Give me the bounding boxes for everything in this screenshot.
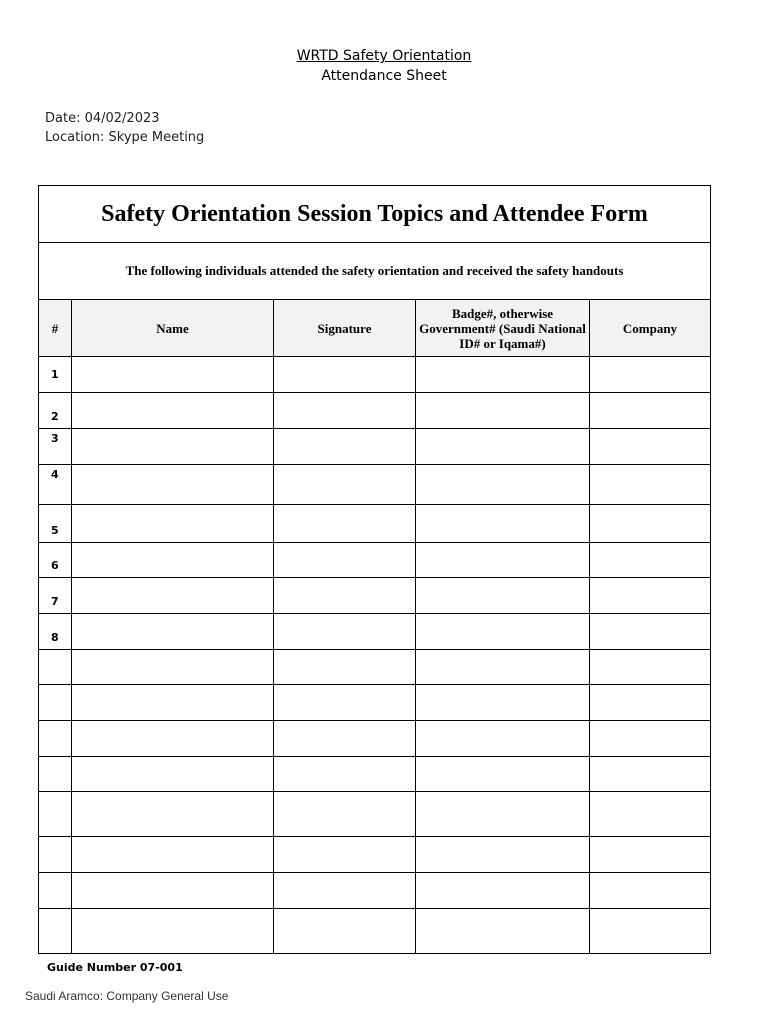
badge-cell[interactable] bbox=[416, 873, 590, 909]
signature-cell[interactable] bbox=[274, 909, 416, 954]
row-number: 2 bbox=[39, 393, 72, 429]
document-classification: Saudi Aramco: Company General Use bbox=[25, 989, 229, 1003]
row-number bbox=[39, 721, 72, 757]
row-number: 7 bbox=[39, 578, 72, 614]
name-cell[interactable] bbox=[72, 393, 274, 429]
badge-cell[interactable] bbox=[416, 909, 590, 954]
column-header-number: # bbox=[39, 300, 72, 357]
column-header-name: Name bbox=[72, 300, 274, 357]
meeting-date: Date: 04/02/2023 bbox=[45, 111, 160, 126]
badge-cell[interactable] bbox=[416, 465, 590, 505]
attendee-row bbox=[39, 357, 711, 393]
name-cell[interactable] bbox=[72, 465, 274, 505]
company-cell[interactable] bbox=[590, 650, 711, 685]
name-cell[interactable] bbox=[72, 792, 274, 837]
name-cell[interactable] bbox=[72, 505, 274, 543]
attendee-row bbox=[39, 721, 711, 757]
company-cell[interactable] bbox=[590, 614, 711, 650]
attendee-rows bbox=[39, 357, 711, 954]
document-header bbox=[0, 46, 768, 86]
badge-cell[interactable] bbox=[416, 429, 590, 465]
signature-cell[interactable] bbox=[274, 685, 416, 721]
company-cell[interactable] bbox=[590, 393, 711, 429]
attendee-row bbox=[39, 873, 711, 909]
signature-cell[interactable] bbox=[274, 721, 416, 757]
name-cell[interactable] bbox=[72, 357, 274, 393]
badge-cell[interactable] bbox=[416, 685, 590, 721]
attendee-row bbox=[39, 543, 711, 578]
company-cell[interactable] bbox=[590, 792, 711, 837]
meeting-details bbox=[45, 109, 204, 147]
badge-cell[interactable] bbox=[416, 650, 590, 685]
attendee-row bbox=[39, 465, 711, 505]
signature-cell[interactable] bbox=[274, 837, 416, 873]
company-cell[interactable] bbox=[590, 757, 711, 792]
company-cell[interactable] bbox=[590, 357, 711, 393]
name-cell[interactable] bbox=[72, 650, 274, 685]
attendee-row bbox=[39, 578, 711, 614]
signature-cell[interactable] bbox=[274, 792, 416, 837]
attendee-row bbox=[39, 393, 711, 429]
signature-cell[interactable] bbox=[274, 505, 416, 543]
row-number bbox=[39, 873, 72, 909]
company-cell[interactable] bbox=[590, 721, 711, 757]
company-cell[interactable] bbox=[590, 685, 711, 721]
badge-cell[interactable] bbox=[416, 357, 590, 393]
signature-cell[interactable] bbox=[274, 393, 416, 429]
document-title: WRTD Safety Orientation bbox=[296, 48, 472, 64]
attendee-row bbox=[39, 505, 711, 543]
attendee-row bbox=[39, 685, 711, 721]
badge-cell[interactable] bbox=[416, 543, 590, 578]
row-number bbox=[39, 792, 72, 837]
row-number: 3 bbox=[39, 429, 72, 465]
name-cell[interactable] bbox=[72, 837, 274, 873]
attendee-row bbox=[39, 757, 711, 792]
badge-cell[interactable] bbox=[416, 721, 590, 757]
signature-cell[interactable] bbox=[274, 429, 416, 465]
attendee-row bbox=[39, 792, 711, 837]
attendee-row bbox=[39, 429, 711, 465]
signature-cell[interactable] bbox=[274, 578, 416, 614]
badge-cell[interactable] bbox=[416, 393, 590, 429]
row-number bbox=[39, 685, 72, 721]
signature-cell[interactable] bbox=[274, 465, 416, 505]
row-number: 8 bbox=[39, 614, 72, 650]
attendee-form bbox=[38, 185, 711, 954]
name-cell[interactable] bbox=[72, 721, 274, 757]
row-number bbox=[39, 650, 72, 685]
row-number bbox=[39, 909, 72, 954]
row-number: 1 bbox=[39, 357, 72, 393]
attendee-row bbox=[39, 909, 711, 954]
row-number: 6 bbox=[39, 543, 72, 578]
badge-cell[interactable] bbox=[416, 757, 590, 792]
signature-cell[interactable] bbox=[274, 757, 416, 792]
company-cell[interactable] bbox=[590, 429, 711, 465]
document-subtitle: Attendance Sheet bbox=[321, 68, 447, 84]
badge-cell[interactable] bbox=[416, 837, 590, 873]
name-cell[interactable] bbox=[72, 685, 274, 721]
attendee-row bbox=[39, 614, 711, 650]
attendee-row bbox=[39, 650, 711, 685]
name-cell[interactable] bbox=[72, 578, 274, 614]
company-cell[interactable] bbox=[590, 465, 711, 505]
company-cell[interactable] bbox=[590, 578, 711, 614]
badge-cell[interactable] bbox=[416, 614, 590, 650]
name-cell[interactable] bbox=[72, 757, 274, 792]
meeting-location: Location: Skype Meeting bbox=[45, 130, 205, 145]
signature-cell[interactable] bbox=[274, 650, 416, 685]
company-cell[interactable] bbox=[590, 543, 711, 578]
guide-number: Guide Number 07-001 bbox=[47, 961, 183, 974]
name-cell[interactable] bbox=[72, 543, 274, 578]
signature-cell[interactable] bbox=[274, 873, 416, 909]
signature-cell[interactable] bbox=[274, 543, 416, 578]
column-header-signature: Signature bbox=[274, 300, 416, 357]
badge-cell[interactable] bbox=[416, 578, 590, 614]
row-number: 5 bbox=[39, 505, 72, 543]
column-header-company: Company bbox=[590, 300, 711, 357]
company-cell[interactable] bbox=[590, 909, 711, 954]
signature-cell[interactable] bbox=[274, 357, 416, 393]
row-number bbox=[39, 757, 72, 792]
form-title: Safety Orientation Session Topics and Attendee Form bbox=[39, 186, 711, 243]
name-cell[interactable] bbox=[72, 909, 274, 954]
company-cell[interactable] bbox=[590, 837, 711, 873]
column-header-badge: Badge#, otherwise Government# (Saudi National ID# or Iqama#) bbox=[416, 300, 590, 357]
signature-cell[interactable] bbox=[274, 614, 416, 650]
row-number: 4 bbox=[39, 465, 72, 505]
badge-cell[interactable] bbox=[416, 792, 590, 837]
name-cell[interactable] bbox=[72, 614, 274, 650]
attendee-row bbox=[39, 837, 711, 873]
name-cell[interactable] bbox=[72, 873, 274, 909]
name-cell[interactable] bbox=[72, 429, 274, 465]
company-cell[interactable] bbox=[590, 505, 711, 543]
badge-cell[interactable] bbox=[416, 505, 590, 543]
form-intro: The following individuals attended the safety orientation and received the safety handouts bbox=[39, 243, 711, 300]
company-cell[interactable] bbox=[590, 873, 711, 909]
row-number bbox=[39, 837, 72, 873]
